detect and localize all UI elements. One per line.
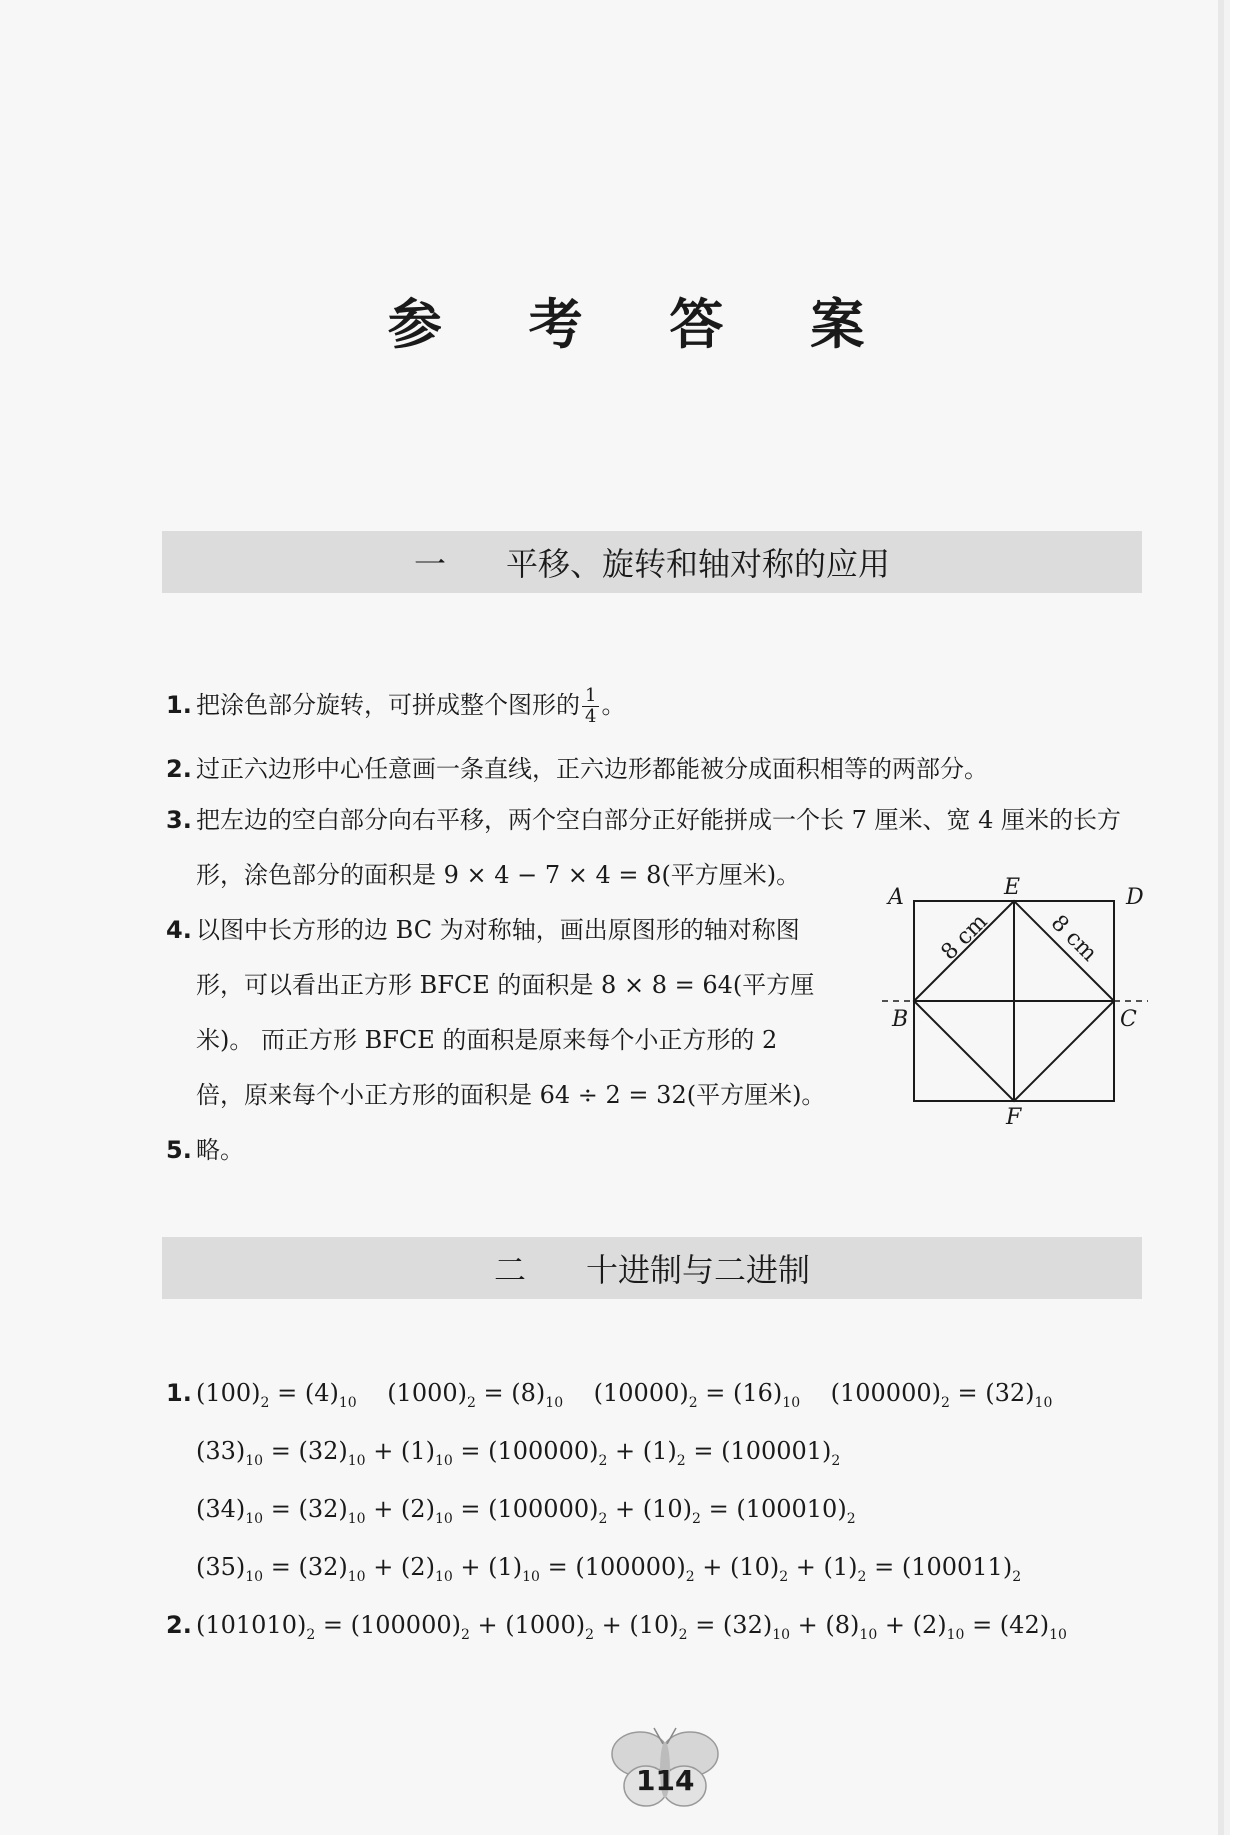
answer-3-cont: 形，涂色部分的面积是 9 × 4 − 7 × 4 = 8(平方厘米)。	[196, 861, 801, 889]
geometry-figure	[878, 876, 1158, 1126]
fraction-numerator: 1	[582, 686, 599, 707]
length-label-left: 8 cm	[936, 909, 993, 966]
answer-1	[166, 686, 625, 727]
answer-2-1-line3: $(34)_{10} = (32)_{10} + (2)_{10} = (100000)_2 + (10)_2 = (100010)_2$	[196, 1495, 856, 1527]
answer-2-2: 2. $(101010)_2 = (100000)_2 + (1000)_2 + (10)_2 = (32)_{10} + (8)_{10} + (2)_{10} = (42)_{10}$	[166, 1611, 1067, 1643]
answer-2	[166, 754, 988, 784]
fraction-denominator: 4	[585, 706, 597, 727]
answer-4-cont: 形，可以看出正方形 BFCE 的面积是 8 × 8 = 64(平方厘	[196, 971, 815, 999]
section-number: 一	[413, 545, 446, 583]
label-c: C	[1120, 1007, 1137, 1032]
answer-5	[166, 1135, 244, 1165]
answer-2-1: 1. $(100)_2 = (4)_{10}$ $(1000)_2 = (8)_{10}$ $(10000)_2 = (16)_{10}$ $(100000)_2 = (32)_{10}$	[166, 1379, 1053, 1411]
answer-2-1-line2: $(33)_{10} = (32)_{10} + (1)_{10} = (100000)_2 + (1)_2 = (100001)_2$	[196, 1437, 841, 1469]
question-number: 1.	[166, 1379, 192, 1407]
label-e: E	[1004, 876, 1021, 900]
label-d: D	[1126, 885, 1144, 910]
section-header-2	[162, 1237, 1142, 1299]
section-number: 二	[493, 1251, 526, 1289]
answer-4	[166, 915, 800, 945]
question-number: 2.	[166, 755, 192, 783]
answer-text: 把涂色部分旋转，可拼成整个图形的	[196, 691, 580, 719]
answer-text: 把左边的空白部分向右平移，两个空白部分正好能拼成一个长 7 厘米、宽 4 厘米的长方	[196, 806, 1122, 834]
section-header-1	[162, 531, 1142, 593]
answer-text: 略。	[196, 1136, 244, 1164]
section-title: 十进制与二进制	[586, 1251, 811, 1289]
label-b: B	[892, 1007, 909, 1032]
answer-text-end: 。	[601, 691, 626, 719]
answer-4-cont: 米)。 而正方形 BFCE 的面积是原来每个小正方形的 2	[196, 1026, 778, 1054]
answer-text: 以图中长方形的边 BC 为对称轴，画出原图形的轴对称图	[196, 916, 800, 944]
answer-text: 过正六边形中心任意画一条直线，正六边形都能被分成面积相等的两部分。	[196, 755, 988, 783]
label-f: F	[1006, 1105, 1022, 1126]
answer-2-1-line4: $(35)_{10} = (32)_{10} + (2)_{10} + (1)_{10} = (100000)_2 + (10)_2 + (1)_2 = (100011)_2$	[196, 1553, 1022, 1585]
label-a: A	[888, 885, 904, 910]
question-number: 1.	[166, 691, 192, 719]
fraction	[582, 686, 599, 727]
page-title: 参 考 答 案	[387, 293, 899, 356]
question-number: 2.	[166, 1611, 192, 1639]
question-number: 5.	[166, 1136, 192, 1164]
page-number: 114	[636, 1764, 695, 1797]
question-number: 4.	[166, 916, 192, 944]
question-number: 3.	[166, 806, 192, 834]
length-label-right: 8 cm	[1045, 910, 1102, 967]
section-title: 平移、旋转和轴对称的应用	[506, 545, 891, 583]
answer-3	[166, 805, 1121, 835]
answer-4-cont: 倍，原来每个小正方形的面积是 64 ÷ 2 = 32(平方厘米)。	[196, 1081, 826, 1109]
